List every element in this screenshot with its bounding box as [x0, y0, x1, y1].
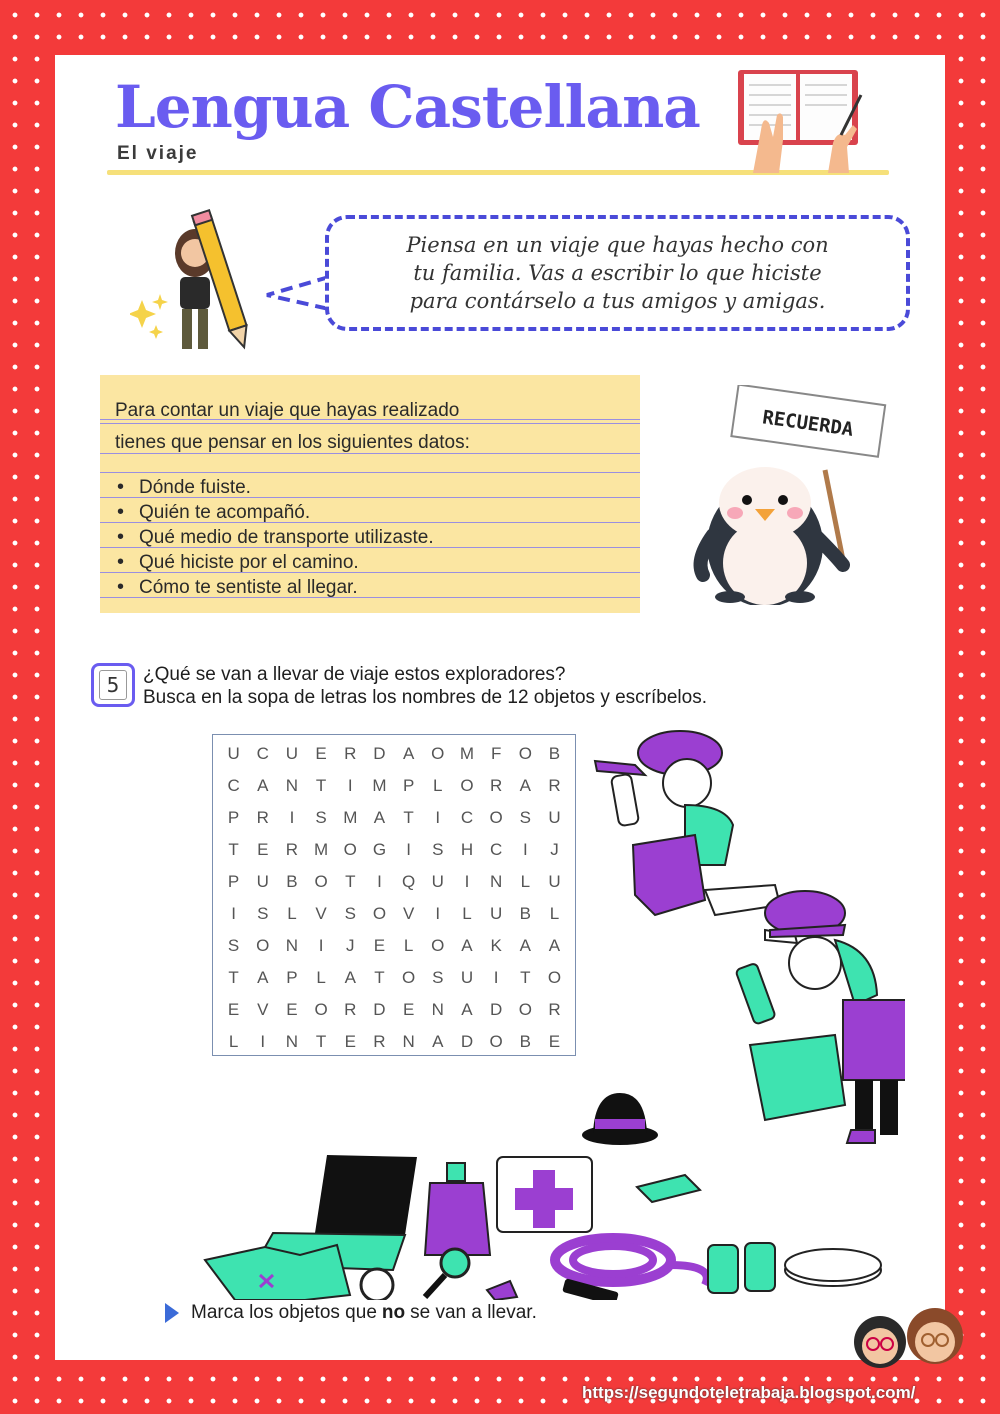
word-search-letter[interactable]: O — [518, 1000, 532, 1019]
word-search-letter[interactable]: A — [519, 776, 531, 795]
exercise-task: Busca en la sopa de letras los nombres de 12 objetos y escríbelos. — [143, 687, 707, 708]
word-search-letter[interactable]: I — [347, 776, 353, 795]
word-search-letter[interactable]: V — [315, 904, 327, 923]
word-search-letter[interactable]: L — [520, 872, 531, 891]
word-search-letter[interactable]: L — [228, 1032, 239, 1051]
word-search-letter[interactable]: R — [373, 1032, 386, 1051]
word-search-letter[interactable]: I — [435, 808, 441, 827]
word-search-letter[interactable]: E — [548, 1032, 561, 1051]
word-search-letter[interactable]: M — [372, 776, 387, 795]
word-search-letter[interactable]: P — [227, 872, 240, 891]
word-search-letter[interactable]: Q — [402, 872, 416, 891]
word-search-letter[interactable]: N — [431, 1000, 444, 1019]
word-search-letter[interactable]: S — [315, 808, 327, 827]
teacher-avatar-with-pencil — [130, 205, 260, 355]
word-search-letter[interactable]: M — [343, 808, 358, 827]
word-search-letter[interactable]: N — [402, 1032, 415, 1051]
word-search-letter[interactable]: A — [432, 1032, 444, 1051]
word-search-letter[interactable]: A — [373, 808, 386, 827]
word-search-row — [219, 738, 569, 770]
list-item: • Dónde fuiste. — [115, 475, 434, 500]
word-search-letter[interactable]: O — [489, 808, 503, 827]
list-item: • Qué hiciste por el camino. — [115, 550, 434, 575]
word-search-letter[interactable]: H — [460, 840, 474, 859]
word-search-letter[interactable]: A — [519, 936, 531, 955]
word-search-letter[interactable]: L — [549, 904, 560, 923]
word-search-letter[interactable]: E — [286, 1000, 298, 1019]
exercise-question: ¿Qué se van a llevar de viaje estos exploradores? — [143, 664, 566, 685]
word-search-letter[interactable]: V — [257, 1000, 269, 1019]
reminder-intro-line-2: tienes que pensar en los siguientes datos: — [115, 432, 470, 453]
word-search-letter[interactable]: G — [372, 840, 387, 859]
word-search-letter[interactable]: B — [519, 1032, 531, 1051]
travel-objects-illustration — [155, 1085, 885, 1300]
word-search-letter[interactable]: O — [314, 1000, 328, 1019]
word-search-letter[interactable]: B — [286, 872, 298, 891]
page-title: Lengua Castellana — [115, 73, 700, 141]
word-search-letter[interactable]: S — [344, 904, 356, 923]
list-item: • Qué medio de transporte utilizaste. — [115, 525, 434, 550]
word-search-letter[interactable]: A — [402, 744, 415, 763]
word-search-letter[interactable]: O — [314, 872, 328, 891]
word-search-letter[interactable]: R — [344, 744, 357, 763]
word-search-letter[interactable]: P — [402, 776, 415, 795]
instruction-after: se van a llevar. — [410, 1302, 537, 1323]
word-search-letter[interactable]: T — [345, 872, 356, 891]
word-search-letter[interactable]: L — [433, 776, 443, 795]
word-search-letter[interactable]: R — [548, 776, 561, 795]
word-search-letter[interactable]: M — [459, 744, 475, 763]
word-search-letter[interactable]: S — [432, 840, 444, 859]
word-search-letter[interactable]: B — [519, 904, 531, 923]
word-search-letter[interactable]: E — [373, 936, 386, 955]
footer-url[interactable]: https://segundoteletrabaja.blogspot.com/ — [582, 1383, 916, 1402]
word-search-letter[interactable]: J — [346, 936, 355, 955]
word-search-letter[interactable]: S — [432, 968, 444, 987]
word-search-letter[interactable]: E — [257, 840, 269, 859]
word-search-letter[interactable]: M — [314, 840, 329, 859]
explorers-illustration — [575, 725, 905, 1145]
word-search-letter[interactable]: R — [489, 776, 503, 795]
word-search-letter[interactable]: O — [431, 936, 445, 955]
word-search-letter[interactable]: U — [431, 872, 444, 891]
word-search-letter[interactable]: U — [227, 744, 240, 763]
speech-bubble-tail — [263, 273, 333, 313]
word-search-letter[interactable]: O — [256, 936, 270, 955]
reminder-intro-line-1: Para contar un viaje que hayas realizado — [115, 400, 460, 421]
word-search-letter[interactable]: J — [550, 840, 559, 859]
word-search-letter[interactable]: R — [548, 1000, 561, 1019]
word-search-letter[interactable]: A — [461, 1000, 473, 1019]
word-search-letter[interactable]: N — [489, 872, 503, 891]
word-search-letter[interactable]: A — [344, 968, 356, 987]
word-search-letter[interactable]: N — [285, 936, 299, 955]
word-search-letter[interactable]: L — [462, 904, 472, 923]
word-search-letter[interactable]: O — [489, 1032, 503, 1051]
word-search-letter[interactable]: U — [285, 744, 299, 763]
word-search-letter[interactable]: V — [402, 904, 415, 923]
word-search-letter[interactable]: O — [460, 776, 474, 795]
word-search-letter[interactable]: S — [227, 936, 240, 955]
reminder-note — [100, 375, 640, 613]
word-search-letter[interactable]: D — [373, 744, 386, 763]
word-search-letter[interactable]: A — [257, 968, 269, 987]
word-search-letter[interactable]: C — [489, 840, 503, 859]
word-search-letter[interactable]: O — [372, 904, 387, 923]
word-search-letter[interactable]: U — [548, 808, 561, 827]
exercise-number: 5 — [99, 670, 127, 700]
exercise-instructions — [143, 663, 707, 709]
word-search-row — [219, 898, 569, 930]
word-search-letter[interactable]: O — [547, 968, 562, 987]
word-search-letter[interactable]: E — [227, 1000, 240, 1019]
word-search-letter[interactable]: N — [285, 776, 299, 795]
word-search-letter[interactable]: K — [490, 936, 502, 955]
word-search-letter[interactable]: A — [461, 936, 473, 955]
word-search-letter[interactable]: R — [285, 840, 299, 859]
word-search-letter[interactable]: I — [464, 872, 470, 891]
instruction-before: Marca los objetos que — [191, 1302, 377, 1323]
word-search-row — [219, 1026, 569, 1058]
word-search-row — [219, 866, 569, 898]
worksheet — [55, 55, 945, 1360]
word-search-letter[interactable]: T — [315, 776, 327, 795]
word-search-row — [219, 770, 569, 802]
word-search-letter[interactable]: I — [231, 904, 236, 923]
word-search-letter[interactable]: P — [227, 808, 240, 827]
word-search-letter[interactable]: B — [548, 744, 561, 763]
word-search-letter[interactable]: T — [228, 840, 239, 859]
word-search-letter[interactable]: I — [493, 968, 499, 987]
exercise-number-badge — [91, 663, 135, 707]
word-search-letter[interactable]: C — [460, 808, 474, 827]
word-search-letter[interactable]: U — [460, 968, 474, 987]
word-search-letter[interactable]: R — [256, 808, 269, 827]
word-search-letter[interactable]: D — [489, 1000, 503, 1019]
word-search-grid[interactable] — [212, 734, 576, 1056]
word-search-row — [219, 834, 569, 866]
word-search-letter[interactable]: U — [489, 904, 503, 923]
page-subtitle: El viaje — [117, 143, 199, 164]
word-search-row — [219, 994, 569, 1026]
word-search-letter[interactable]: R — [344, 1000, 357, 1019]
reminder-intro — [115, 395, 470, 459]
word-search-letter[interactable]: S — [257, 904, 269, 923]
instruction-line-1: Piensa en un viaje que hayas hecho con — [406, 233, 829, 257]
word-search-letter[interactable]: C — [227, 776, 240, 795]
word-search-letter[interactable]: O — [431, 744, 445, 763]
word-search-row — [219, 802, 569, 834]
word-search-letter[interactable]: F — [490, 744, 502, 763]
word-search-letter[interactable]: U — [548, 872, 561, 891]
word-search-letter[interactable]: L — [287, 904, 297, 923]
word-search-letter[interactable]: I — [435, 904, 441, 923]
word-search-letter[interactable]: T — [315, 1032, 327, 1051]
word-search-letter[interactable]: I — [318, 936, 324, 955]
word-search-row — [219, 962, 569, 994]
instruction-speech-bubble — [325, 215, 910, 331]
instruction-line-2: tu familia. Vas a escribir lo que hiciste — [413, 261, 822, 285]
word-search-letter[interactable]: L — [316, 968, 326, 987]
word-search-letter[interactable]: S — [519, 808, 531, 827]
word-search-letter[interactable]: D — [460, 1032, 474, 1051]
word-search-letter[interactable]: T — [228, 968, 239, 987]
instruction-bold: no — [381, 1302, 406, 1323]
word-search-letter[interactable]: N — [285, 1032, 299, 1051]
word-search-letter[interactable]: L — [403, 936, 414, 955]
list-item: • Quién te acompañó. — [115, 500, 434, 525]
word-search-letter[interactable]: O — [518, 744, 532, 763]
word-search-letter[interactable]: U — [256, 872, 269, 891]
list-item: • Cómo te sentiste al llegar. — [115, 575, 434, 600]
word-search-letter[interactable]: I — [522, 840, 528, 859]
instruction-text — [406, 231, 828, 315]
word-search-letter[interactable]: O — [343, 840, 357, 859]
open-book-writing-icon — [733, 65, 873, 175]
word-search-letter[interactable]: E — [402, 1000, 415, 1019]
word-search-letter[interactable]: A — [548, 936, 561, 955]
word-search-letter[interactable]: A — [257, 776, 269, 795]
bullet-triangle-icon — [165, 1303, 179, 1323]
mark-objects-instruction — [165, 1302, 537, 1324]
word-search-letter[interactable]: T — [403, 808, 414, 827]
word-search-row — [219, 930, 569, 962]
reminder-list — [115, 475, 434, 600]
author-avatars-icon — [845, 1300, 975, 1380]
recuerda-sign-text: RECUERDA — [761, 406, 855, 441]
word-search-letter[interactable]: I — [289, 808, 295, 827]
word-search-letter[interactable]: D — [373, 1000, 386, 1019]
word-search-letter[interactable]: I — [260, 1032, 266, 1051]
penguin-recuerda-sign-illustration — [685, 385, 890, 605]
instruction-line-3: para contárselo a tus amigos y amigas. — [409, 289, 826, 313]
word-search-letter[interactable]: E — [344, 1032, 356, 1051]
word-search-letter[interactable]: T — [520, 968, 531, 987]
word-search-letter[interactable]: O — [402, 968, 416, 987]
word-search-letter[interactable]: E — [315, 744, 327, 763]
word-search-letter[interactable]: I — [377, 872, 382, 891]
word-search-letter[interactable]: T — [374, 968, 385, 987]
word-search-letter[interactable]: P — [286, 968, 298, 987]
word-search-letter[interactable]: I — [406, 840, 411, 859]
word-search-letter[interactable]: C — [256, 744, 269, 763]
